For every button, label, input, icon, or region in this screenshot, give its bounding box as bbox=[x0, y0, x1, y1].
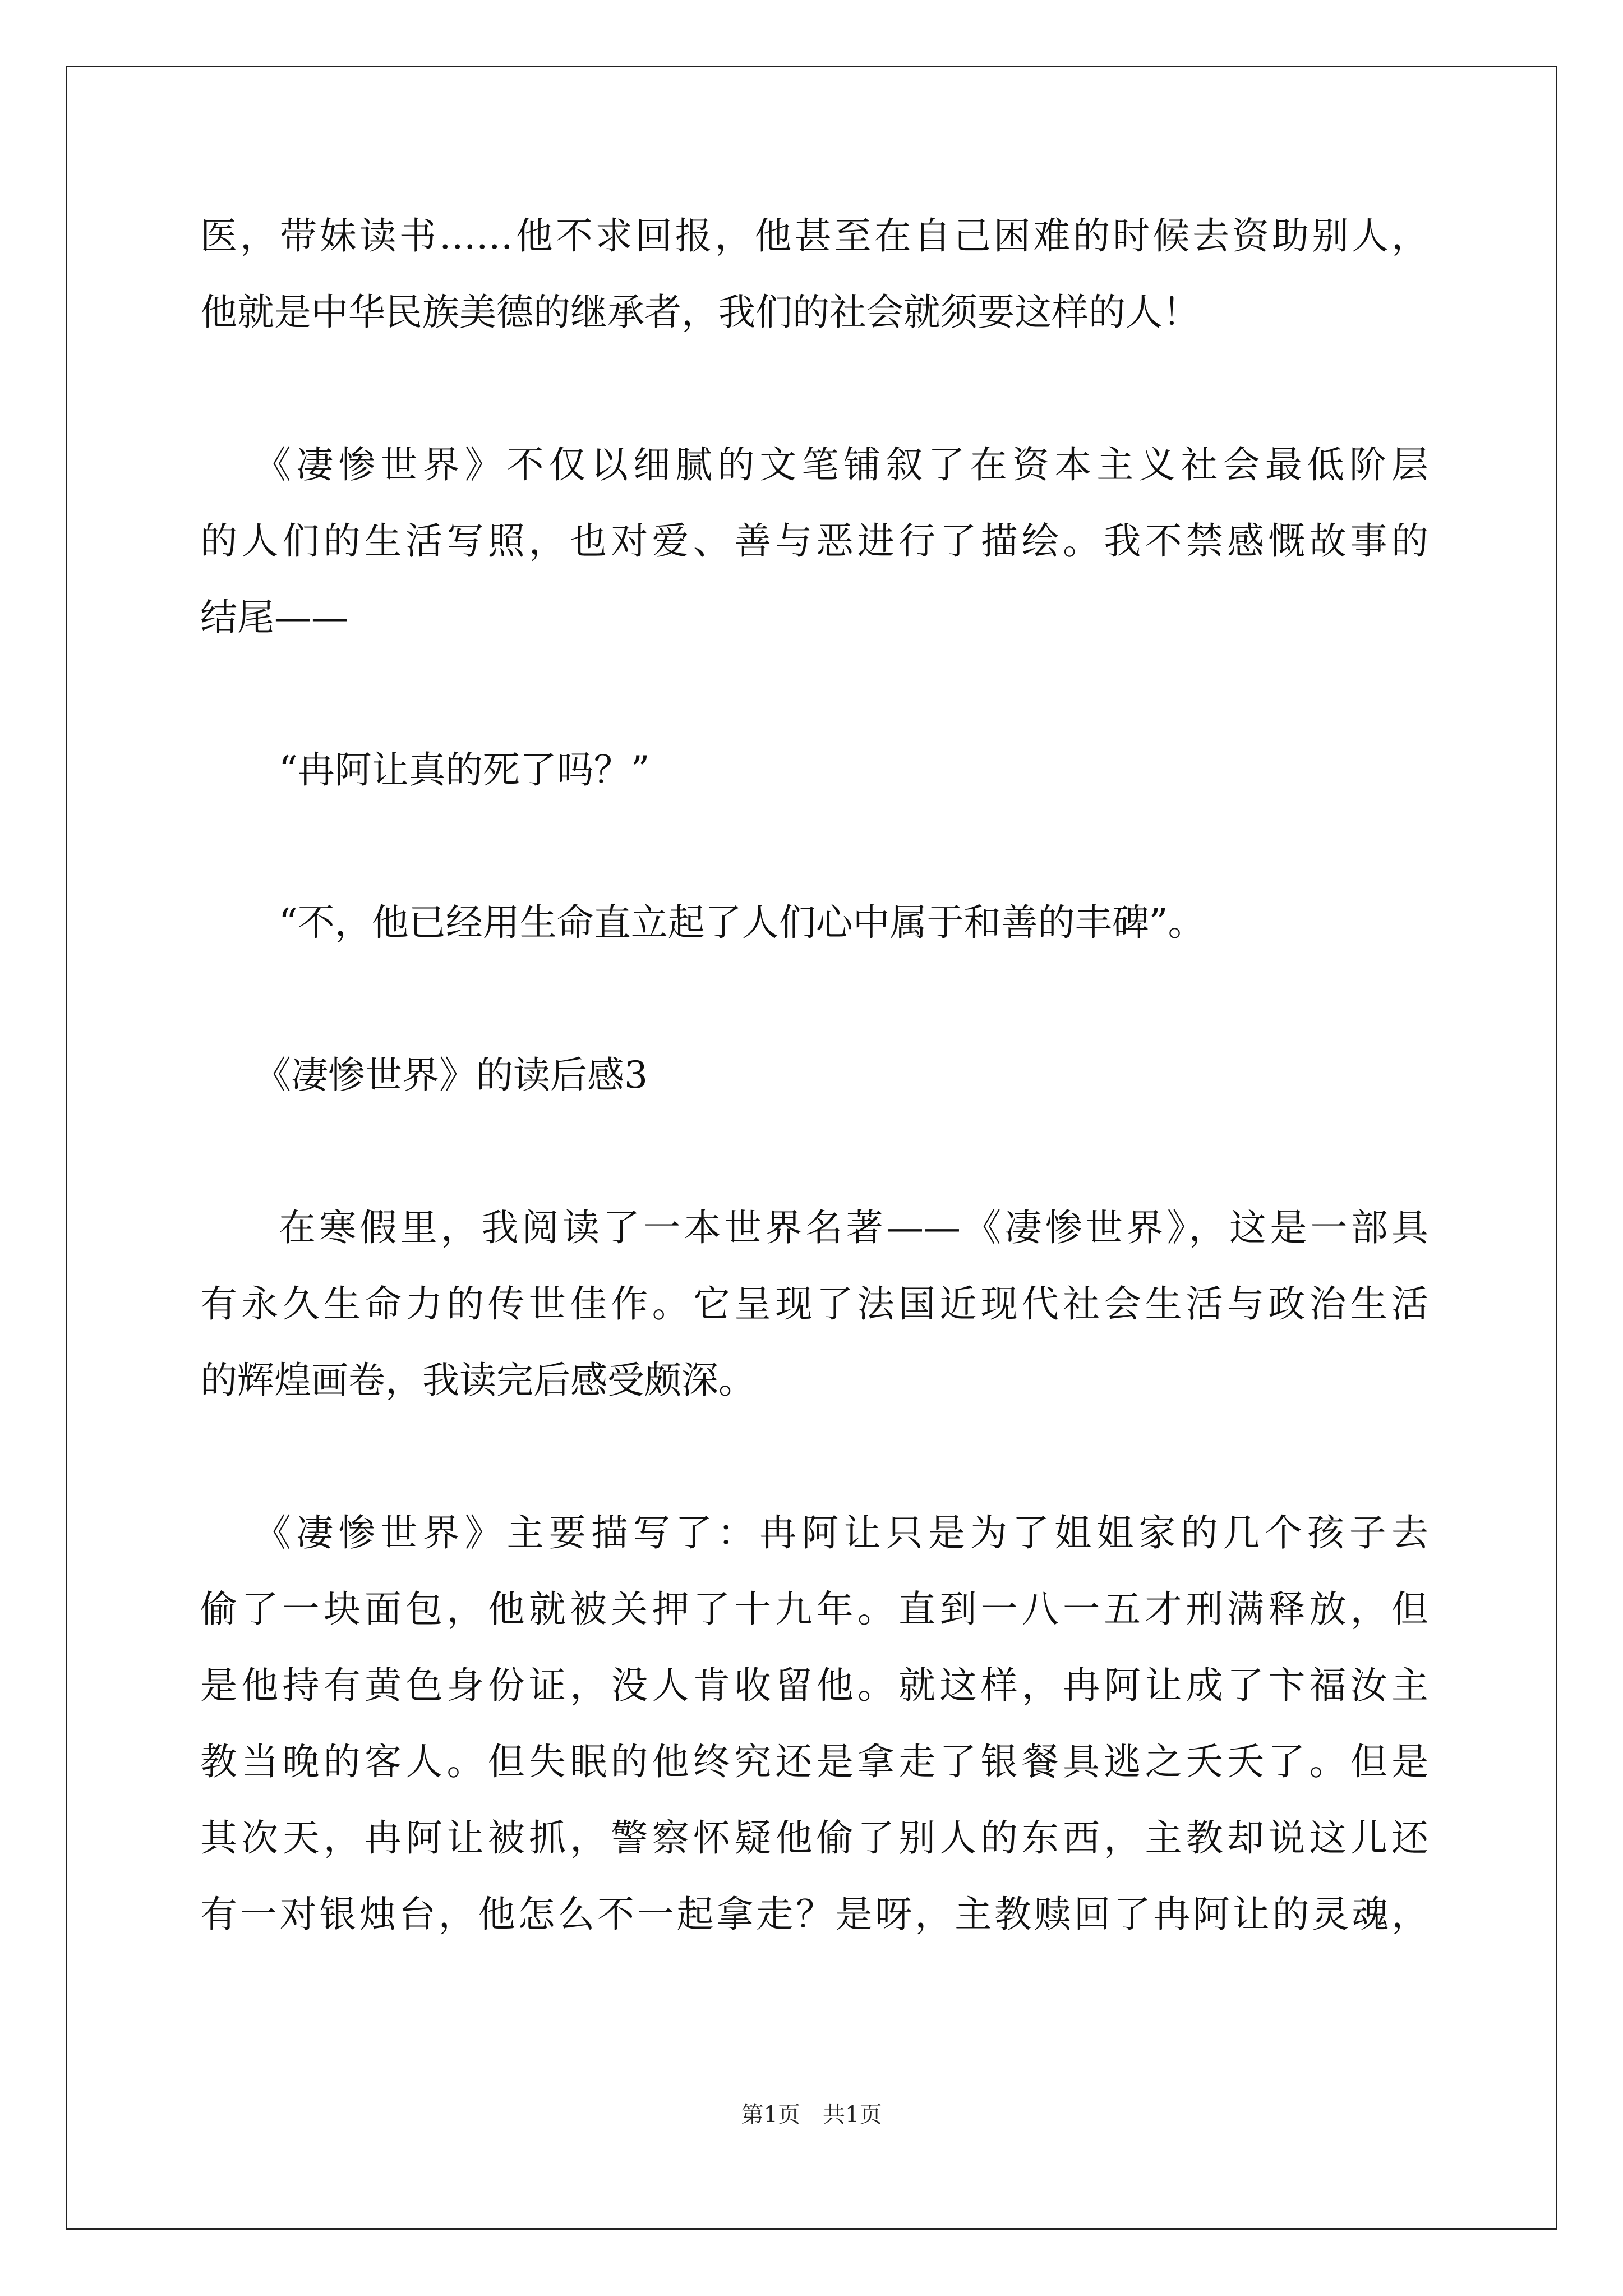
text-line: 是他持有黄色身份证，没人肯收留他。就这样，冉阿让成了卞福汝主 bbox=[200, 1664, 1428, 1707]
text-line: 有永久生命力的传世佳作。它呈现了法国近现代社会生活与政治生活 bbox=[200, 1282, 1428, 1326]
text-line: 偷了一块面包，他就被关押了十九年。直到一八一五才刑满释放，但 bbox=[200, 1588, 1428, 1631]
text-line: 的辉煌画卷，我读完后感受颇深。 bbox=[200, 1359, 755, 1402]
text-line: 结尾—— bbox=[200, 596, 348, 639]
page-number: 第1页 共1页 bbox=[741, 2102, 882, 2128]
dialogue-line: “不，他已经用生命直立起了人们心中属于和善的丰碑”。 bbox=[279, 901, 1205, 944]
text-line: 他就是中华民族美德的继承者，我们的社会就须要这样的人！ bbox=[200, 291, 1200, 334]
text-line: 有一对银烛台，他怎么不一起拿走？是呀，主教赎回了冉阿让的灵魂， bbox=[200, 1893, 1428, 1936]
section-heading: 《凄惨世界》的读后感3 bbox=[254, 1053, 648, 1097]
text-line: 其次天，冉阿让被抓，警察怀疑他偷了别人的东西，主教却说这儿还 bbox=[200, 1816, 1428, 1860]
dialogue-line: “冉阿让真的死了吗？” bbox=[279, 748, 650, 792]
paragraph-first-line: 《凄惨世界》不仅以细腻的文笔铺叙了在资本主义社会最低阶层 bbox=[254, 443, 1428, 486]
text-line: 医，带妹读书……他不求回报，他甚至在自己困难的时候去资助别人， bbox=[200, 214, 1428, 257]
paragraph-first-line: 《凄惨世界》主要描写了：冉阿让只是为了姐姐家的几个孩子去 bbox=[254, 1511, 1428, 1554]
text-line: 的人们的生活写照，也对爱、善与恶进行了描绘。我不禁感慨故事的 bbox=[200, 519, 1428, 563]
text-line: 教当晚的客人。但失眠的他终究还是拿走了银餐具逃之夭夭了。但是 bbox=[200, 1740, 1428, 1783]
paragraph-first-line: 在寒假里，我阅读了一本世界名著——《凄惨世界》，这是一部具 bbox=[279, 1206, 1428, 1249]
